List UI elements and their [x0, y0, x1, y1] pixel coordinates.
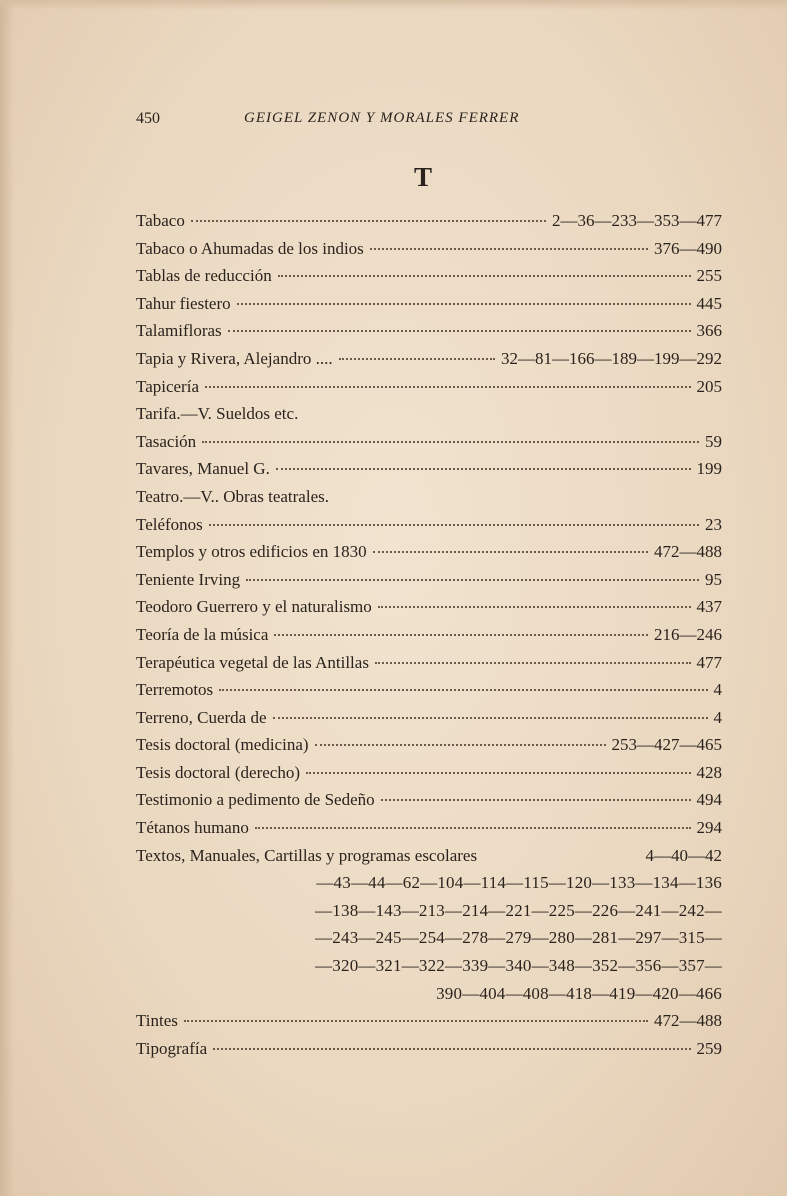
- index-term: Tipografía: [136, 1038, 208, 1058]
- index-entry: [136, 266, 722, 294]
- index-entry: [136, 349, 722, 377]
- dot-leader: [339, 358, 495, 360]
- index-pages: 199: [696, 459, 722, 479]
- index-term: Tavares, Manuel G.: [136, 459, 270, 479]
- dot-leader: [255, 827, 691, 829]
- index-term: Testimonio a pedimento de Sedeño: [136, 790, 375, 810]
- index-pages: 2—36—233—353—477: [552, 211, 722, 230]
- index-term: Teoría de la música: [136, 624, 269, 644]
- index-entry: [136, 653, 722, 681]
- index-entry: [136, 515, 722, 543]
- dot-leader: [209, 524, 699, 526]
- index-pages: 294: [696, 818, 722, 838]
- index-pages: 477: [696, 652, 722, 672]
- index-pages: 259: [696, 1038, 722, 1058]
- index-entry: [136, 790, 722, 818]
- index-entry: [136, 735, 722, 763]
- index-pages: 472—488: [654, 542, 722, 562]
- index-term: Tesis doctoral (derecho): [136, 762, 301, 782]
- dot-leader: [205, 386, 691, 388]
- index-term: Teniente Irving: [136, 569, 241, 589]
- index-entry: [136, 239, 722, 267]
- dot-leader: [228, 330, 691, 332]
- index-entry: [136, 1011, 722, 1039]
- index-pages: 437: [696, 597, 722, 617]
- index-pages-continuation: —320—321—322—339—340—348—352—356—357—: [315, 956, 722, 976]
- dot-leader: [378, 606, 691, 608]
- index-pages: 445: [696, 293, 722, 313]
- dot-leader: [278, 275, 691, 277]
- index-entry: [136, 763, 722, 791]
- index-pages: 32—81—166—189—199—292: [501, 348, 722, 368]
- index-pages: 95: [705, 569, 722, 589]
- dot-leader: [191, 220, 546, 222]
- index-pages: 366: [696, 321, 722, 341]
- dot-leader: [306, 772, 690, 774]
- index-term: Terapéutica vegetal de las Antillas: [136, 652, 369, 672]
- index-pages: 494: [696, 790, 722, 810]
- dot-leader: [219, 689, 707, 691]
- index-term: Tintes: [136, 1011, 178, 1031]
- index-pages-continuation: 390—404—408—418—419—420—466: [436, 983, 722, 1003]
- index-entry: [136, 570, 722, 598]
- dot-leader: [274, 634, 648, 636]
- index-entry: [136, 818, 722, 846]
- dot-leader: [246, 579, 699, 581]
- index-term: Tabaco o Ahumadas de los indios: [136, 238, 364, 258]
- header-title: GEIGEL ZENON Y MORALES FERRER: [244, 110, 520, 126]
- index-pages: 205: [696, 376, 722, 396]
- index-term: Terremotos: [136, 680, 214, 700]
- index-list: [136, 211, 722, 1066]
- index-entry: [136, 625, 722, 653]
- index-entry: [136, 459, 722, 487]
- index-term: Tesis doctoral (medicina): [136, 735, 309, 755]
- index-pages: 4: [713, 707, 722, 727]
- page-top-shadow: [0, 0, 787, 10]
- index-pages: 23: [705, 514, 722, 534]
- index-term: Tétanos humano: [136, 818, 249, 838]
- dot-leader: [184, 1020, 648, 1022]
- index-entry: [136, 211, 722, 239]
- dot-leader: [373, 551, 648, 553]
- index-entry: [136, 432, 722, 460]
- index-pages-continuation: —138—143—213—214—221—225—226—241—242—: [315, 900, 722, 920]
- section-letter: T: [414, 162, 433, 192]
- index-term: Tasación: [136, 431, 197, 451]
- index-cross-reference: Tarifa.—V. Sueldos etc.: [136, 404, 299, 424]
- dot-leader: [276, 468, 691, 470]
- index-pages: 4: [713, 680, 722, 700]
- index-term: Tahur fiestero: [136, 293, 231, 313]
- index-term: Textos, Manuales, Cartillas y programas escolares: [136, 845, 478, 865]
- index-term: Tabaco: [136, 211, 185, 230]
- index-entry: [136, 542, 722, 570]
- index-term: Talamifloras: [136, 321, 222, 341]
- index-term: Templos y otros edificios en 1830: [136, 542, 367, 562]
- index-pages: 472—488: [654, 1011, 722, 1031]
- index-entry: [136, 708, 722, 736]
- index-pages: 216—246: [654, 624, 722, 644]
- dot-leader: [375, 662, 691, 664]
- index-pages: 255: [696, 266, 722, 286]
- index-pages: 4—40—42: [645, 845, 722, 865]
- running-header: [136, 108, 720, 132]
- index-cross-reference: Teatro.—V.. Obras teatrales.: [136, 486, 329, 506]
- index-entry: [136, 680, 722, 708]
- index-term: Tapicería: [136, 376, 199, 396]
- index-term: Teléfonos: [136, 514, 203, 534]
- dot-leader: [381, 799, 691, 801]
- dot-leader: [315, 744, 606, 746]
- index-term: Tablas de reducción: [136, 266, 272, 286]
- index-entry: [136, 294, 722, 322]
- index-term: Teodoro Guerrero y el naturalismo: [136, 597, 372, 617]
- index-entry: [136, 321, 722, 349]
- index-pages: 59: [705, 431, 722, 451]
- dot-leader: [273, 717, 708, 719]
- dot-leader: [370, 248, 648, 250]
- index-pages-continuation: —243—245—254—278—279—280—281—297—315—: [315, 928, 722, 948]
- index-pages: 428: [696, 762, 722, 782]
- index-pages: 253—427—465: [611, 735, 722, 755]
- index-term: Tapia y Rivera, Alejandro ....: [136, 348, 333, 368]
- page-number: 450: [136, 110, 160, 127]
- index-pages: 376—490: [654, 238, 722, 258]
- index-pages-continuation: —43—44—62—104—114—115—120—133—134—136: [316, 873, 722, 893]
- dot-leader: [213, 1048, 690, 1050]
- index-entry: [136, 377, 722, 405]
- index-entry: [136, 846, 722, 874]
- index-entry: [136, 1039, 722, 1067]
- index-term: Terreno, Cuerda de: [136, 707, 267, 727]
- index-entry: [136, 597, 722, 625]
- dot-leader: [237, 303, 691, 305]
- page-edge-shadow: [0, 0, 14, 1196]
- dot-leader: [202, 441, 699, 443]
